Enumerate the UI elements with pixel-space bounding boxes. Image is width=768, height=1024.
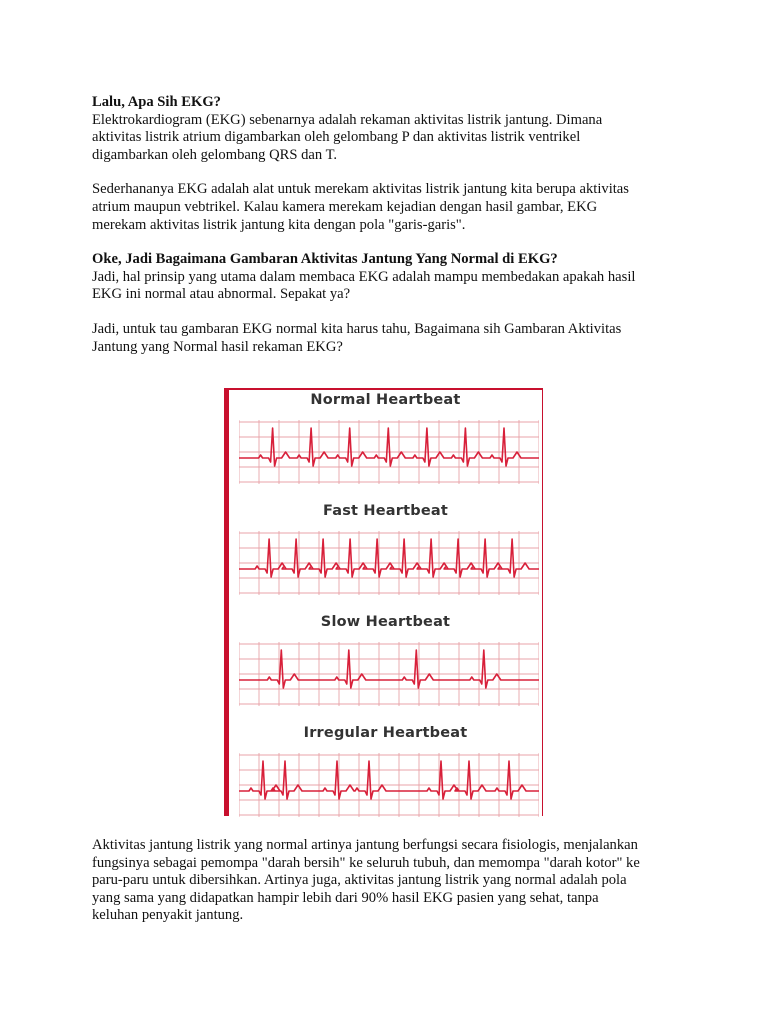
ekg-strip-fast [239, 531, 539, 595]
panel-title-slow: Slow Heartbeat [320, 614, 451, 630]
paragraph-line: digambarkan oleh gelombang QRS dan T. [92, 146, 338, 163]
paragraph-line: Aktivitas jantung listrik yang normal artinya jantung berfungsi secara fisiologis, menjalankan [92, 837, 638, 853]
ekg-strip-irregular [239, 753, 539, 817]
paragraph-line: fungsinya sebagai pemompa "darah bersih" ke seluruh tubuh, dan memompa "darah kotor" ke [92, 854, 640, 871]
paragraph-line: yang sama yang didapatkan hampir lebih dari 90% hasil EKG pasien yang sehat, tanpa [92, 889, 599, 906]
paragraph-line: Elektrokardiogram (EKG) sebenarnya adalah rekaman aktivitas listrik jantung. Dimana [92, 111, 603, 128]
ekg-strip-slow [239, 642, 539, 706]
ekg-heartbeat-figure [224, 388, 543, 816]
panel-title-irregular: Irregular Heartbeat [303, 725, 468, 741]
paragraph-line: EKG ini normal atau abnormal. Sepakat ya? [92, 286, 351, 303]
closing-paragraph [92, 837, 682, 925]
paragraph-line: atrium maupun vebtrikel. Kalau kamera merekam kejadian dengan hasil gambar, EKG [92, 198, 598, 215]
paragraph-line: aktivitas listrik atrium digambarkan oleh gelombang P dan aktivitas listrik ventrikel [92, 129, 581, 146]
ekg-grid [239, 642, 539, 706]
paragraph-line: Jadi, untuk tau gambaran EKG normal kita harus tahu, Bagaimana sih Gambaran Aktivitas [92, 320, 622, 337]
paragraph-line: Sederhananya EKG adalah alat untuk merekam aktivitas listrik jantung kita berupa aktivitas [92, 181, 629, 198]
paragraph-line: merekam aktivitas listrik jantung kita dengan pola "garis-garis". [92, 216, 466, 233]
heading-gambaran-normal: Oke, Jadi Bagaimana Gambaran Aktivitas Jantung Yang Normal di EKG? [92, 251, 558, 268]
ekg-trace [239, 539, 539, 577]
paragraph-line: Jantung yang Normal hasil rekaman EKG? [92, 338, 343, 355]
heading-apa-sih-ekg: Lalu, Apa Sih EKG? [92, 94, 221, 110]
ekg-trace [239, 428, 539, 466]
paragraph-line: keluhan penyakit jantung. [92, 907, 244, 924]
panel-title-fast: Fast Heartbeat [322, 503, 449, 519]
ekg-grid [239, 531, 539, 595]
paragraph-line: paru-paru untuk dibersihkan. Artinya juga, aktivitas jantung listrik yang normal adalah pola [92, 872, 627, 889]
ekg-trace [239, 761, 539, 799]
panel-title-normal: Normal Heartbeat [310, 392, 461, 408]
ekg-trace [239, 650, 539, 688]
article-body [92, 94, 682, 356]
paragraph-line: Jadi, hal prinsip yang utama dalam membaca EKG adalah mampu membedakan apakah hasil [92, 268, 636, 285]
ekg-strip-normal [239, 420, 539, 484]
